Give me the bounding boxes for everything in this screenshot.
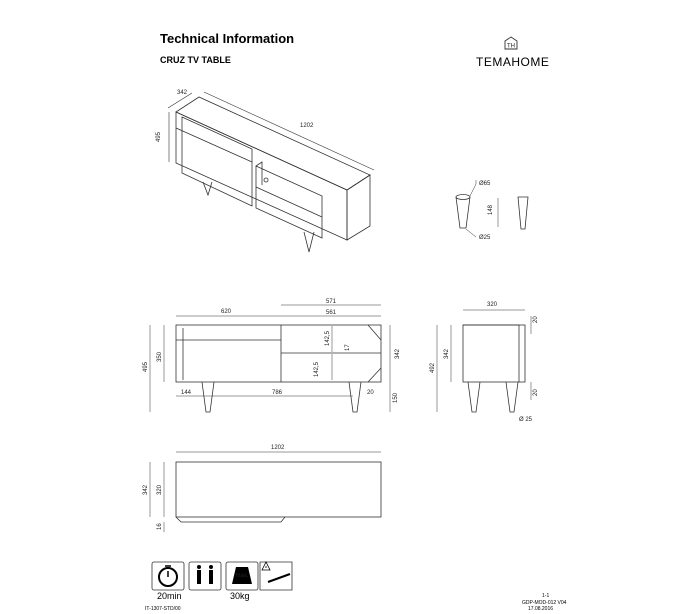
max-weight-icon: [232, 567, 252, 584]
side-view: [437, 310, 531, 412]
iso-depth-label: 342: [177, 90, 188, 96]
side-20b-label: 20: [533, 389, 539, 396]
side-492-label: 492: [430, 362, 436, 373]
front-142b-label: 142,5: [314, 361, 320, 377]
front-142a-label: 142,5: [325, 330, 331, 346]
brand-mark-text: TH: [507, 43, 515, 50]
front-495-label: 495: [143, 361, 149, 372]
front-571-label: 571: [326, 299, 337, 305]
leg-top-diameter-label: Ø65: [479, 181, 491, 187]
product-name: CRUZ TV TABLE: [160, 55, 231, 65]
max-label: max.: [235, 573, 249, 579]
front-342-label: 342: [395, 348, 401, 359]
top-view: [150, 452, 381, 532]
footer-page: 1-1: [542, 593, 550, 599]
footer-date: 17.08.2016: [528, 606, 554, 612]
front-350-label: 350: [157, 351, 163, 362]
iso-width-label: 1202: [300, 123, 314, 129]
iso-height-label: 495: [156, 131, 162, 142]
front-561-label: 561: [326, 310, 337, 316]
side-320-label: 320: [487, 302, 498, 308]
page-title: Technical Information: [160, 31, 295, 46]
top-16-label: 16: [157, 523, 163, 530]
front-17-label: 17: [345, 344, 351, 351]
leg-bottom-diameter-label: Ø25: [479, 235, 491, 241]
front-620-label: 620: [221, 309, 232, 315]
front-20-label: 20: [367, 390, 374, 396]
side-20a-label: 20: [533, 316, 539, 323]
front-150-label: 150: [393, 392, 399, 403]
isometric-view: [168, 92, 374, 252]
front-786-label: 786: [272, 390, 283, 396]
two-persons-icon: [197, 565, 213, 584]
assembly-time-label: 20min: [157, 591, 182, 601]
footer-ref: IT-1307-STD/00: [145, 606, 181, 612]
two-persons-icon-frame: [189, 562, 221, 590]
footer-doc-code: GDP-MOD-012 V04: [522, 600, 567, 606]
max-weight-label: 30kg: [230, 591, 250, 601]
top-1202-label: 1202: [271, 445, 285, 451]
stopwatch-icon: [159, 566, 177, 586]
side-342-label: 342: [444, 348, 450, 359]
side-25-label: Ø 25: [519, 417, 533, 423]
brand-name: TEMAHOME: [476, 55, 550, 69]
top-342-label: 342: [143, 484, 149, 495]
leg-height-label: 148: [488, 204, 494, 215]
warning-icon: [262, 562, 290, 582]
front-144-label: 144: [181, 390, 192, 396]
top-320-label: 320: [157, 484, 163, 495]
